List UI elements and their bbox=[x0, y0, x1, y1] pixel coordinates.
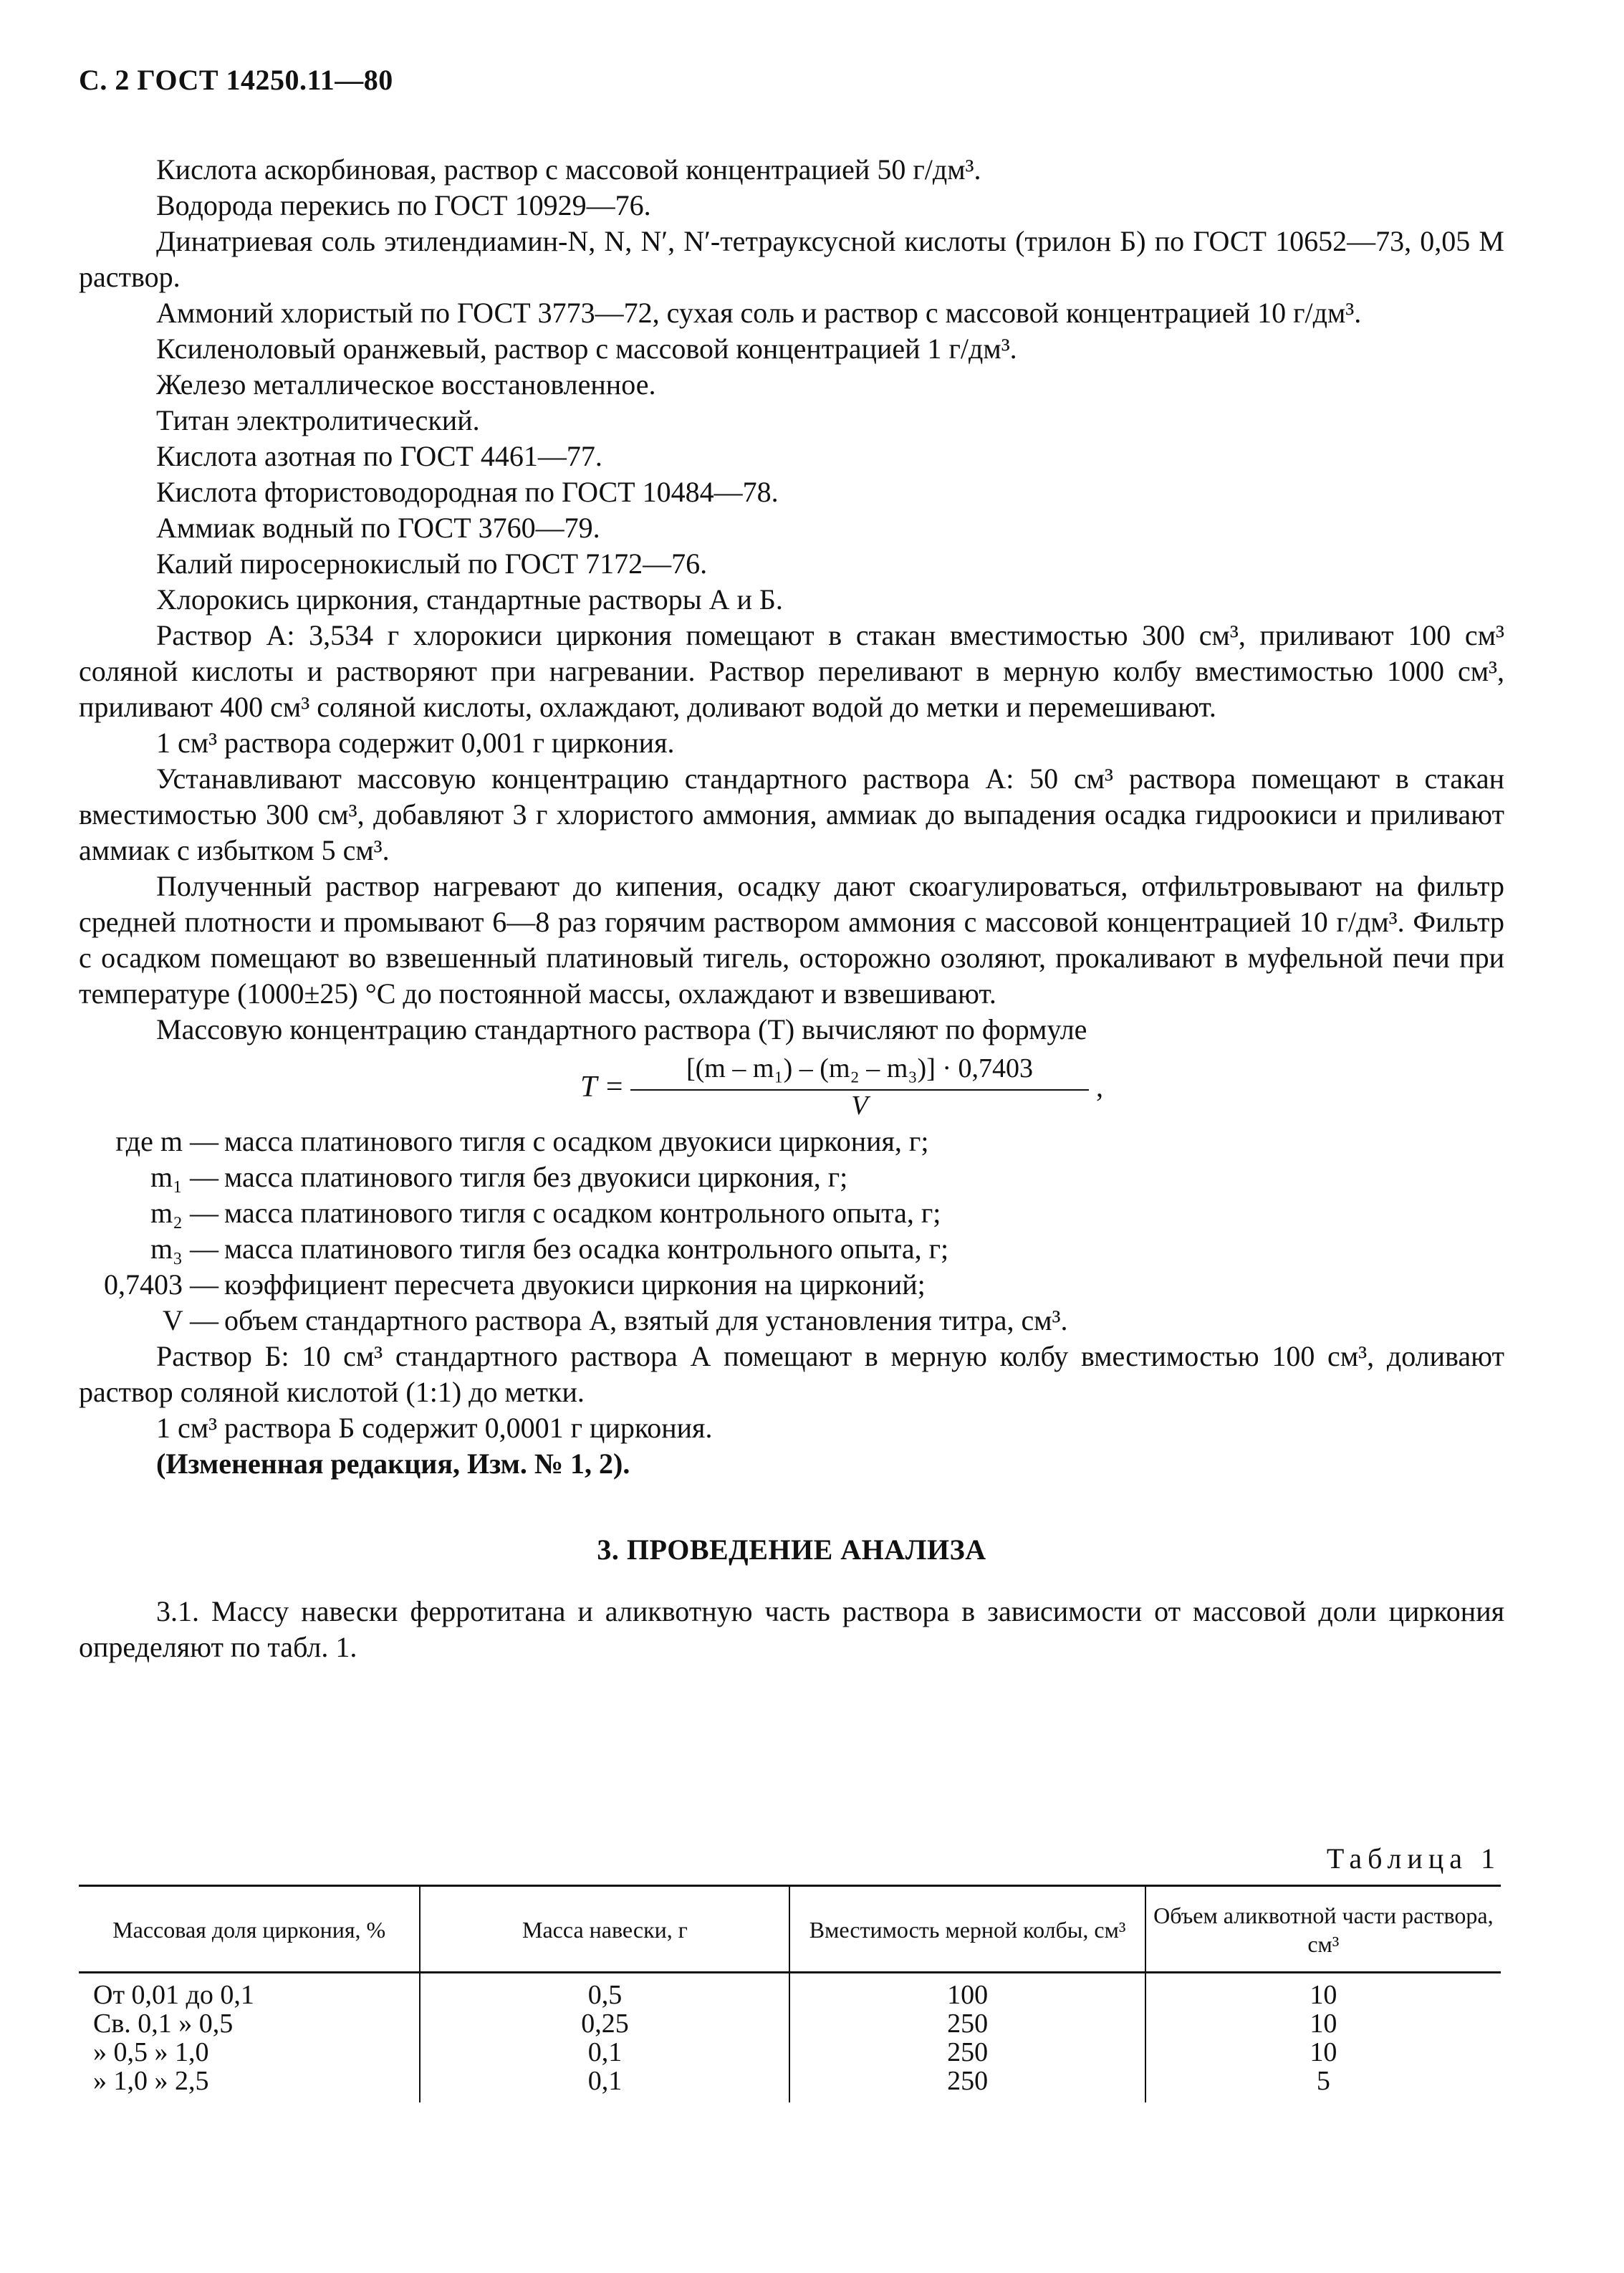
formula-lhs: T = bbox=[580, 1071, 625, 1104]
definition-row bbox=[79, 1231, 1504, 1267]
paragraph: Хлорокись циркония, стандартные растворы А и Б. bbox=[156, 583, 783, 616]
paragraph: 1 см³ раствора содержит 0,001 г циркония. bbox=[156, 727, 675, 759]
definition-symbol: m₃ — bbox=[150, 1233, 218, 1265]
paragraph: Ксиленоловый оранжевый, раствор с массовой концентрацией 1 г/дм³. bbox=[156, 332, 1017, 365]
formula bbox=[79, 1051, 1504, 1119]
document-body bbox=[79, 152, 1504, 1665]
table-row bbox=[79, 2009, 1501, 2038]
table-cell: 100 bbox=[789, 1973, 1145, 2010]
paragraph: Аммиак водный по ГОСТ 3760—79. bbox=[156, 512, 600, 544]
column-header: Массовая доля циркония, % bbox=[112, 1917, 386, 1943]
table-caption: Таблица 1 bbox=[1326, 1842, 1501, 1875]
column-header: Объем аликвотной части раствора, см³ bbox=[1145, 1886, 1501, 1973]
definition-symbol: где m — bbox=[115, 1125, 218, 1157]
paragraph: Раствор Б: 10 см³ стандартного раствора А помещают в мерную колбу вместимостью 100 см³, доливают раствор соляной кислотой (1:1) до метки. bbox=[79, 1340, 1504, 1408]
page-header: С. 2 ГОСТ 14250.11—80 bbox=[79, 64, 393, 96]
table-cell: 0,1 bbox=[420, 2038, 789, 2067]
formula-denominator: V bbox=[851, 1091, 868, 1121]
definition-text: объем стандартного раствора А, взятый для установления титра, см³. bbox=[224, 1304, 1068, 1336]
table-cell: 250 bbox=[789, 2009, 1145, 2038]
paragraph: Кислота аскорбиновая, раствор с массовой концентрацией 50 г/дм³. bbox=[156, 153, 981, 186]
table-cell: 0,25 bbox=[420, 2009, 789, 2038]
definition-row bbox=[79, 1159, 1504, 1195]
definition-text: коэффициент пересчета двуокиси циркония на цирконий; bbox=[224, 1268, 926, 1301]
table-1 bbox=[79, 1885, 1501, 2102]
table-header-row bbox=[79, 1886, 1501, 1973]
definition-symbol: 0,7403 — bbox=[104, 1268, 218, 1301]
paragraph: Железо металлическое восстановленное. bbox=[156, 368, 656, 401]
table-cell: 0,1 bbox=[420, 2067, 789, 2102]
definition-text: масса платинового тигля без осадка контрольного опыта, г; bbox=[224, 1233, 949, 1265]
formula-numerator: [(m – m₁) – (m₂ – m₃)] · 0,7403 bbox=[630, 1051, 1089, 1091]
paragraph: Титан электролитический. bbox=[156, 404, 480, 436]
table-cell: 10 bbox=[1145, 2038, 1501, 2067]
table-cell: 0,5 bbox=[420, 1973, 789, 2010]
table-cell: » 0,5 » 1,0 bbox=[93, 2037, 209, 2067]
table-cell: Св. 0,1 » 0,5 bbox=[93, 2009, 234, 2039]
paragraph: Устанавливают массовую концентрацию стандартного раствора А: 50 см³ раствора помещают в стакан вместимостью 300 см³, добавляют 3 г хлористого аммония, аммиак до выпадения осадка гидроокиси и приливают аммиак с избытком 5 см³. bbox=[79, 762, 1504, 866]
definition-row bbox=[79, 1303, 1504, 1339]
paragraph: 1 см³ раствора Б содержит 0,0001 г циркония. bbox=[156, 1412, 713, 1444]
variable-definitions bbox=[79, 1124, 1504, 1339]
definition-symbol: V — bbox=[162, 1304, 218, 1336]
definition-text: масса платинового тигля без двуокиси циркония, г; bbox=[224, 1161, 848, 1193]
definition-row bbox=[79, 1124, 1504, 1159]
table-cell: 250 bbox=[789, 2067, 1145, 2102]
section-title: 3. ПРОВЕДЕНИЕ АНАЛИЗА bbox=[597, 1533, 986, 1566]
table-row bbox=[79, 2067, 1501, 2102]
table-cell: 250 bbox=[789, 2038, 1145, 2067]
paragraph: Динатриевая соль этилендиамин-N, N, N′, N′-тетрауксусной кислоты (трилон Б) по ГОСТ 10652—73, 0,05 М раствор. bbox=[79, 225, 1504, 293]
definition-symbol: m₁ — bbox=[150, 1161, 218, 1193]
definition-text: масса платинового тигля с осадком двуокиси циркония, г; bbox=[224, 1125, 929, 1157]
table-row bbox=[79, 2038, 1501, 2067]
column-header: Масса навески, г bbox=[420, 1886, 789, 1973]
definition-text: масса платинового тигля с осадком контрольного опыта, г; bbox=[224, 1197, 941, 1229]
paragraph: Раствор А: 3,534 г хлорокиси циркония помещают в стакан вместимостью 300 см³, приливают 100 см³ соляной кислоты и растворяют при нагревании. Раствор переливают в мерную колбу вместимостью 1000 см³, приливают 400 см³ соляной кислоты, охлаждают, доливают водой до метки и перемешивают. bbox=[79, 619, 1504, 723]
paragraph: Водорода перекись по ГОСТ 10929—76. bbox=[156, 189, 651, 221]
paragraph: Калий пиросернокислый по ГОСТ 7172—76. bbox=[156, 547, 708, 580]
formula-intro: Массовую концентрацию стандартного раствора (T) вычисляют по формуле bbox=[156, 1013, 1087, 1045]
definition-row bbox=[79, 1267, 1504, 1303]
modification-note: (Измененная редакция, Изм. № 1, 2). bbox=[156, 1447, 630, 1480]
definition-row bbox=[79, 1195, 1504, 1231]
paragraph: Полученный раствор нагревают до кипения, осадку дают скоагулироваться, отфильтровывают на фильтр средней плотности и промывают 6—8 раз горячим раствором аммония с массовой концентрацией 10 г/дм³. Фильтр с осадком помещают во взвешенный платиновый тигель, осторожно озоляют, прокаливают в муфельной печи при температуре (1000±25) °С до постоянной массы, охлаждают и взвешивают. bbox=[79, 870, 1504, 1010]
clause-3-1: 3.1. Массу навески ферротитана и аликвотную часть раствора в зависимости от массовой доли циркония определяют по табл. 1. bbox=[79, 1595, 1504, 1663]
table-cell: 5 bbox=[1145, 2067, 1501, 2102]
paragraph: Кислота фтористоводородная по ГОСТ 10484—78. bbox=[156, 476, 779, 508]
paragraph: Кислота азотная по ГОСТ 4461—77. bbox=[156, 440, 602, 472]
table-cell: 10 bbox=[1145, 2009, 1501, 2038]
formula-comma: , bbox=[1096, 1071, 1103, 1103]
column-header: Вместимость мерной колбы, см³ bbox=[789, 1886, 1145, 1973]
table-row bbox=[79, 1973, 1501, 2010]
table-cell: » 1,0 » 2,5 bbox=[93, 2066, 209, 2096]
paragraph: Аммоний хлористый по ГОСТ 3773—72, сухая соль и раствор с массовой концентрацией 10 г/дм³. bbox=[156, 297, 1362, 329]
table-cell: От 0,01 до 0,1 bbox=[93, 1980, 254, 2010]
definition-symbol: m₂ — bbox=[150, 1197, 218, 1229]
table-cell: 10 bbox=[1145, 1973, 1501, 2010]
